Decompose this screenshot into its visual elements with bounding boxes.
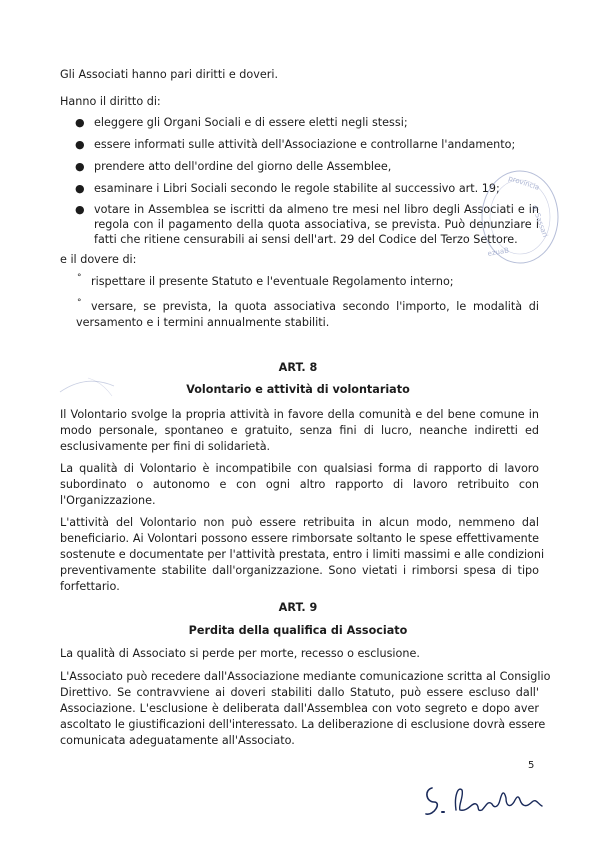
art9-p1-line-1: La qualità di Associato si perde per morte, recesso o esclusione. [60,647,420,660]
degree-bullet-icon: ° [77,273,82,283]
art9-title: Perdita della qualifica di Associato [188,624,408,637]
right-item-5-line-2: regola con il pagamento della quota associativa, se prevista. Può denunziare i [94,218,539,231]
svg-text:provincia: provincia [507,174,541,192]
art8-p1-line-3: esclusivamente per fini di solidarietà. [60,440,271,453]
art8-p3-line-2: beneficiario. Ai Volontari possono essere rimborsate soltanto le spese effettivamente [60,532,539,545]
bullet-icon: ● [75,203,85,216]
svg-text:di Sassari: di Sassari [530,203,550,239]
signature [420,776,550,826]
duty-item-2-line-2: versamento e i termini annualmente stabiliti. [76,316,330,329]
degree-bullet-icon: ° [77,298,82,308]
art8-p3-line-3: sostenute e documentate per l'attività prestata, entro i limiti massimi e alle condizioni [60,548,545,561]
stamp-fragment [58,372,118,402]
art8-p1-line-2: modo personale, spontaneo e gratuito, senza fini di lucro, neanche indiretti ed [60,424,539,437]
art8-p2-line-2: subordinato o autonomo e con ogni altro rapporto di lavoro retribuito con [60,478,539,491]
art9-p2-line-1: L'Associato può recedere dall'Associazione mediante comunicazione scritta al Consiglio [60,670,551,683]
right-item-4: esaminare i Libri Sociali secondo le regole stabilite al successivo art. 19; [94,182,500,195]
duty-item-2-line-1: versare, se prevista, la quota associativa secondo l'importo, le modalità di [91,300,539,313]
rights-heading: Hanno il diritto di: [60,95,161,108]
art9-p2-line-4: ascoltato le giustificazioni dell'interessato. La deliberazione di esclusione dovrà essere [60,718,546,731]
art9-p2-line-5: comunicata adeguatamente all'Associato. [60,734,295,747]
art8-title: Volontario e attività di volontariato [186,383,410,396]
art9-p2-line-2: Direttivo. Se contravviene ai doveri stabiliti dallo Statuto, può essere escluso dall' [60,686,539,699]
right-item-3: prendere atto dell'ordine del giorno delle Assemblee, [94,160,392,173]
art9-p2-line-3: Associazione. L'esclusione è deliberata dall'Assemblea con voto segreto e dopo aver [60,702,539,715]
right-item-1: eleggere gli Organi Sociali e di essere eletti negli stessi; [94,116,408,129]
right-item-5-line-1: votare in Assemblea se iscritti da almeno tre mesi nel libro degli Associati e in [94,203,539,216]
art8-p3-line-1: L'attività del Volontario non può essere retribuita in alcun modo, nemmeno dal [60,516,539,529]
art8-p1-line-1: Il Volontario svolge la propria attività in favore della comunità e del bene comune in [60,408,539,421]
duty-item-1: rispettare il presente Statuto e l'eventuale Regolamento interno; [91,275,454,288]
duties-heading: e il dovere di: [60,253,137,266]
art8-p2-line-1: La qualità di Volontario è incompatibile con qualsiasi forma di rapporto di lavoro [60,462,539,475]
art9-number: ART. 9 [278,601,318,614]
right-item-5-line-3: fatti che ritiene censurabili ai sensi dell'art. 29 del Codice del Terzo Settore. [94,233,518,246]
bullet-icon: ● [75,116,85,129]
bullet-icon: ● [75,160,85,173]
association-stamp [478,166,562,268]
art8-number: ART. 8 [278,361,318,374]
associates-equal-rights: Gli Associati hanno pari diritti e doveri. [60,68,279,81]
right-item-2: essere informati sulle attività dell'Associazione e controllarne l'andamento; [94,138,516,151]
svg-text:ezuaB: ezuaB [486,246,510,258]
bullet-icon: ● [75,138,85,151]
art8-p3-line-4: preventivamente stabilite dall'organizzazione. Sono vietati i rimborsi spesa di tipo [60,564,539,577]
art8-p3-line-5: forfettario. [60,580,120,593]
bullet-icon: ● [75,182,85,195]
page-number: 5 [528,760,535,771]
art8-p2-line-3: l'Organizzazione. [60,494,156,507]
